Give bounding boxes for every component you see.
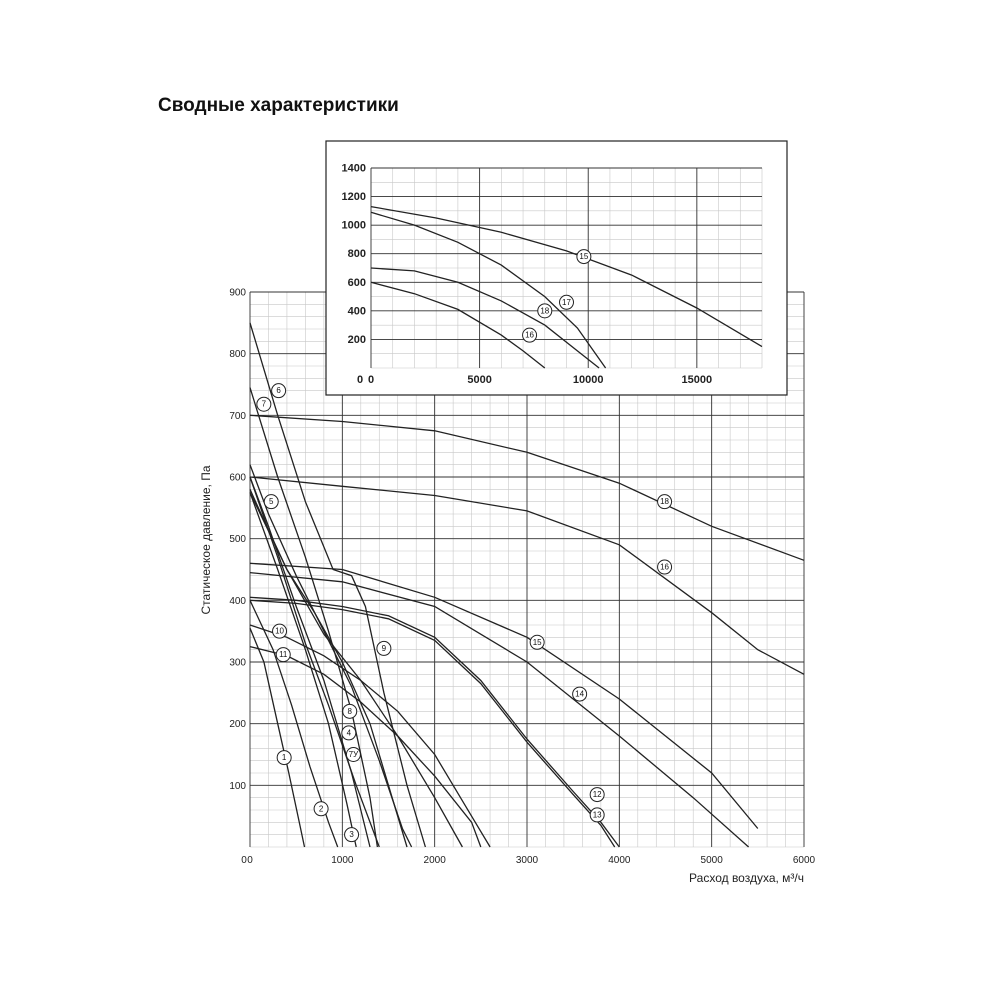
y-tick-label: 700: [229, 410, 246, 422]
y-tick-label: 100: [229, 780, 246, 792]
curve-label-text: 4: [346, 728, 352, 738]
curve-label-text: 8: [347, 706, 352, 716]
curve-label-text: 14: [575, 689, 585, 699]
y-tick-label: 400: [229, 595, 246, 607]
y-tick-label: 500: [229, 534, 246, 546]
curve-label-text: 2: [318, 804, 324, 814]
curve-label-3: [345, 828, 359, 842]
y-tick-label: 1400: [341, 162, 366, 175]
curve-label-14: [573, 687, 587, 701]
curve-label-18: [658, 495, 672, 509]
x-tick-label: 3000: [515, 855, 539, 866]
y-tick-label: 800: [229, 349, 246, 361]
x-tick-label: 0: [247, 855, 253, 866]
y-tick-label: 1000: [341, 219, 366, 232]
curve-label-text: 18: [540, 306, 550, 316]
curve-label-7У: [346, 748, 360, 762]
curve-label-text: 18: [660, 497, 670, 507]
curve-label-text: 1: [281, 753, 287, 763]
curve-label-text: 13: [592, 810, 602, 820]
y-tick-label: 900: [229, 287, 246, 299]
curve-label-7: [257, 397, 271, 411]
curve-label-text: 7: [261, 399, 267, 409]
curve-label-1: [277, 751, 291, 765]
x-tick-label: 4000: [608, 855, 631, 866]
curve-6: [250, 323, 425, 847]
curve-label-15: [577, 250, 591, 264]
curve-label-text: 3: [349, 830, 354, 840]
curve-label-11: [276, 648, 290, 662]
curve-label-5: [264, 495, 278, 509]
origin-tick-label: 0: [356, 374, 364, 386]
curve-label-15: [530, 635, 544, 649]
curve-label-text: 9: [381, 643, 387, 653]
curve-label-6: [272, 384, 286, 398]
y-tick-label: 1200: [341, 191, 366, 204]
curve-label-18: [538, 304, 552, 318]
curve-label-10: [273, 624, 287, 638]
curve-label-12: [590, 788, 604, 802]
y-tick-label: 800: [347, 248, 366, 261]
y-tick-label: 300: [229, 657, 246, 669]
x-axis-label: Расход воздуха, м³/ч: [689, 871, 804, 885]
curve-label-8: [343, 704, 357, 718]
page-title: Сводные характеристики: [158, 95, 399, 116]
curve-label-text: 10: [275, 626, 284, 636]
curve-label-4: [342, 726, 356, 740]
curve-label-13: [590, 808, 604, 822]
curve-label-text: 12: [592, 790, 602, 800]
x-tick-label: 5000: [700, 855, 723, 866]
y-tick-label: 600: [347, 276, 366, 289]
curve-label-text: 11: [279, 650, 288, 660]
curve-label-text: 16: [660, 562, 670, 572]
curve-label-16: [523, 328, 537, 342]
curve-8: [250, 465, 412, 847]
curve-label-9: [377, 641, 391, 655]
curve-label-16: [658, 560, 672, 574]
curve-label-text: 17: [562, 297, 571, 307]
y-tick-label: 200: [229, 719, 246, 731]
x-tick-label: 15000: [681, 374, 713, 386]
y-tick-label: 600: [229, 472, 246, 484]
y-tick-label: 400: [347, 305, 366, 318]
x-tick-label: 5000: [467, 374, 492, 386]
y-tick-label: 200: [347, 333, 366, 346]
inset-chart: [326, 141, 787, 395]
curve-label-17: [560, 295, 574, 309]
y-axis-label: Статическое давление, Па: [199, 465, 213, 615]
curve-label-text: 15: [579, 252, 589, 262]
x-tick-label: 0: [367, 374, 375, 386]
curve-label-text: 5: [269, 497, 274, 507]
x-tick-label: 1000: [331, 855, 354, 866]
x-tick-label: 2000: [423, 855, 446, 866]
origin-tick-label: 0: [241, 855, 247, 866]
curve-label-2: [314, 802, 328, 816]
x-tick-label: 6000: [792, 855, 816, 866]
x-tick-label: 10000: [572, 374, 604, 386]
curve-label-text: 6: [276, 386, 281, 396]
curve-label-text: 16: [525, 330, 535, 340]
curve-label-text: 15: [532, 637, 542, 647]
curve-label-text: 7У: [348, 750, 359, 759]
